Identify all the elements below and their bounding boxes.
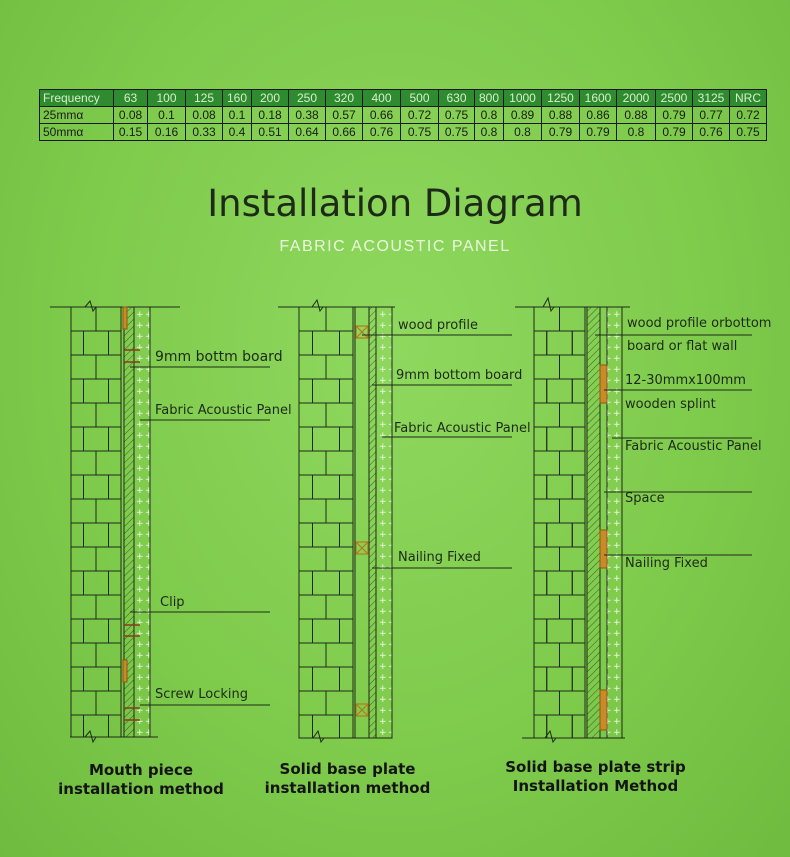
brick — [96, 355, 121, 379]
table-header-cell: 160 — [223, 90, 252, 107]
label-wooden-splint: wooden splint — [625, 397, 716, 412]
table-cell: 0.75 — [439, 107, 475, 124]
brick — [560, 307, 586, 331]
label-acoustic-panel: Fabric Acoustic Panel — [625, 439, 762, 454]
brick — [71, 715, 84, 737]
table-cell: 0.64 — [289, 124, 326, 141]
bottom-board — [369, 307, 376, 738]
brick — [109, 379, 122, 403]
brick — [109, 523, 122, 547]
brick — [84, 667, 109, 691]
brick — [326, 451, 353, 475]
brick — [299, 619, 313, 643]
brick — [71, 427, 84, 451]
brick — [96, 691, 121, 715]
brick — [534, 499, 560, 523]
table-cell: 0.51 — [252, 124, 289, 141]
table-cell: 0.72 — [401, 107, 439, 124]
caption-line: Solid base plate — [279, 760, 416, 778]
brick — [299, 427, 313, 451]
table-header-cell: 2000 — [617, 90, 656, 107]
brick — [547, 331, 573, 355]
brick — [96, 307, 121, 331]
label-flat-wall: board or flat wall — [627, 339, 738, 354]
table-cell: 0.16 — [148, 124, 186, 141]
table-cell: 25mmα — [40, 107, 114, 124]
brick — [299, 379, 313, 403]
brick — [340, 475, 354, 499]
caption-line: Installation Method — [512, 777, 679, 795]
page-title: Installation Diagram — [207, 182, 583, 225]
brick — [534, 547, 560, 571]
table-cell: 0.8 — [475, 124, 504, 141]
brick — [340, 427, 354, 451]
table-cell: 0.08 — [114, 107, 148, 124]
brick — [71, 547, 96, 571]
brick — [299, 499, 326, 523]
table-cell: 0.38 — [289, 107, 326, 124]
brick — [560, 451, 586, 475]
brick — [84, 571, 109, 595]
brick — [299, 691, 326, 715]
brick — [534, 643, 560, 667]
brick — [326, 691, 353, 715]
brick — [71, 571, 84, 595]
brick — [299, 595, 326, 619]
table-cell: 0.8 — [475, 107, 504, 124]
brick — [109, 667, 122, 691]
brick — [534, 355, 560, 379]
brick — [71, 403, 96, 427]
table-cell: 0.75 — [730, 124, 767, 141]
brick — [299, 715, 313, 738]
brick — [572, 379, 585, 403]
label-wood-profile: wood profile — [398, 318, 478, 333]
brick — [109, 427, 122, 451]
diagram-solid-base-plate — [278, 300, 512, 742]
table-cell: 0.76 — [693, 124, 730, 141]
brick — [299, 523, 313, 547]
table-cell: 0.1 — [223, 107, 252, 124]
brick — [572, 475, 585, 499]
brick — [313, 523, 340, 547]
brick — [534, 331, 547, 355]
brick — [71, 595, 96, 619]
table-header-cell: 1000 — [504, 90, 542, 107]
brick — [326, 499, 353, 523]
brick-wall — [299, 307, 353, 738]
brick — [299, 475, 313, 499]
brick — [299, 547, 326, 571]
brick — [71, 451, 96, 475]
diagram-base-plate-strip — [515, 298, 752, 742]
brick — [84, 523, 109, 547]
brick — [547, 379, 573, 403]
brick — [340, 667, 354, 691]
brick — [572, 427, 585, 451]
brick — [96, 595, 121, 619]
brick — [547, 619, 573, 643]
brick — [299, 571, 313, 595]
table-cell: 0.77 — [693, 107, 730, 124]
brick — [534, 691, 560, 715]
label-screw-locking: Screw Locking — [155, 687, 248, 702]
brick — [71, 379, 84, 403]
brick — [109, 619, 122, 643]
table-cell: 0.79 — [580, 124, 617, 141]
brick — [84, 619, 109, 643]
brick — [84, 379, 109, 403]
label-acoustic-panel: Fabric Acoustic Panel — [394, 421, 531, 436]
table-header-cell: 1250 — [542, 90, 580, 107]
brick — [96, 499, 121, 523]
wooden-splint — [600, 690, 607, 730]
brick — [299, 331, 313, 355]
table-cell: 0.15 — [114, 124, 148, 141]
table-header-cell: 2500 — [656, 90, 693, 107]
brick — [299, 451, 326, 475]
brick — [313, 715, 340, 738]
brick — [534, 307, 560, 331]
brick — [560, 595, 586, 619]
brick — [299, 307, 326, 331]
brick — [326, 403, 353, 427]
brick — [547, 475, 573, 499]
table-header-cell: 1600 — [580, 90, 617, 107]
brick-wall — [71, 307, 121, 737]
page-subtitle: FABRIC ACOUSTIC PANEL — [279, 238, 511, 255]
brick — [71, 307, 96, 331]
brick — [299, 667, 313, 691]
caption-diagram-2 — [250, 760, 445, 798]
brick — [340, 571, 354, 595]
brick — [84, 427, 109, 451]
acoustic-panel — [376, 307, 392, 738]
label-wood-profile: wood profile orbottom — [627, 316, 772, 331]
label-space: Space — [625, 491, 665, 506]
brick — [560, 499, 586, 523]
table-header-cell: 250 — [289, 90, 326, 107]
brick — [109, 715, 122, 737]
brick — [71, 619, 84, 643]
table-header-cell: 800 — [475, 90, 504, 107]
caption-diagram-1 — [46, 761, 236, 799]
brick — [560, 403, 586, 427]
label-splint-size: 12-30mmx100mm — [625, 373, 746, 388]
label-nailing-fixed: Nailing Fixed — [625, 556, 708, 571]
brick — [547, 667, 573, 691]
caption-line: installation method — [264, 779, 431, 797]
label-clip: Clip — [160, 595, 185, 610]
brick — [299, 643, 326, 667]
brick-wall — [534, 307, 585, 738]
brick — [96, 547, 121, 571]
brick — [340, 379, 354, 403]
brick — [547, 571, 573, 595]
table-cell: 0.8 — [504, 124, 542, 141]
brick — [560, 355, 586, 379]
brick — [534, 571, 547, 595]
table-cell: 0.89 — [504, 107, 542, 124]
brick — [84, 331, 109, 355]
brick — [109, 475, 122, 499]
table-cell: 0.8 — [617, 124, 656, 141]
brick — [340, 715, 354, 738]
brick — [313, 619, 340, 643]
brick — [534, 379, 547, 403]
brick — [96, 451, 121, 475]
brick — [299, 355, 326, 379]
brick — [560, 643, 586, 667]
label-nailing-fixed: Nailing Fixed — [398, 550, 481, 565]
brick — [84, 475, 109, 499]
brick — [313, 571, 340, 595]
table-header-cell: 3125 — [693, 90, 730, 107]
table-header-cell: 320 — [326, 90, 363, 107]
brick — [71, 499, 96, 523]
brick — [96, 403, 121, 427]
label-bottom-board: 9mm bottm board — [155, 349, 283, 365]
bottom-board — [587, 307, 600, 738]
table-cell: 0.1 — [148, 107, 186, 124]
table-cell: 0.72 — [730, 107, 767, 124]
brick — [560, 547, 586, 571]
brick — [534, 451, 560, 475]
brick — [326, 643, 353, 667]
label-bottom-board: 9mm bottom board — [396, 368, 523, 383]
table-cell: 0.75 — [439, 124, 475, 141]
acoustic-panel — [134, 307, 150, 737]
brick — [71, 523, 84, 547]
brick — [71, 667, 84, 691]
brick — [326, 307, 353, 331]
brick — [109, 331, 122, 355]
table-cell: 0.79 — [656, 107, 693, 124]
wooden-splint — [600, 530, 607, 568]
brick — [340, 523, 354, 547]
table-cell: 0.79 — [656, 124, 693, 141]
table-header-cell: 400 — [363, 90, 401, 107]
table-cell: 0.86 — [580, 107, 617, 124]
brick — [313, 379, 340, 403]
wood-blocks — [356, 326, 368, 716]
brick — [96, 643, 121, 667]
table-cell: 0.57 — [326, 107, 363, 124]
caption-line: Solid base plate strip — [505, 758, 686, 776]
label-acoustic-panel: Fabric Acoustic Panel — [155, 403, 292, 418]
brick — [534, 475, 547, 499]
wood-profile — [355, 307, 369, 738]
table-cell: 0.88 — [617, 107, 656, 124]
brick — [109, 571, 122, 595]
brick — [326, 547, 353, 571]
table-header-cell: 125 — [186, 90, 223, 107]
brick — [534, 427, 547, 451]
table-cell: 0.18 — [252, 107, 289, 124]
acoustic-panel — [607, 307, 622, 738]
table-cell: 0.4 — [223, 124, 252, 141]
brick — [534, 595, 560, 619]
table-header-cell: NRC — [730, 90, 767, 107]
brick — [71, 355, 96, 379]
brick — [572, 331, 585, 355]
brick — [572, 667, 585, 691]
table-cell: 0.79 — [542, 124, 580, 141]
table-cell: 0.76 — [363, 124, 401, 141]
brick — [299, 403, 326, 427]
table-header-cell: 630 — [439, 90, 475, 107]
brick — [547, 427, 573, 451]
brick — [534, 667, 547, 691]
table-header-cell: 100 — [148, 90, 186, 107]
brick — [71, 643, 96, 667]
brick — [71, 331, 84, 355]
brick — [547, 523, 573, 547]
brick — [340, 619, 354, 643]
table-header-cell: Frequency — [40, 90, 114, 107]
wooden-splint — [600, 365, 607, 403]
brick — [534, 715, 547, 738]
brick — [572, 523, 585, 547]
table-cell: 0.88 — [542, 107, 580, 124]
brick — [340, 331, 354, 355]
caption-line: Mouth piece — [88, 761, 194, 779]
diagram-mouth-piece — [50, 301, 270, 742]
brick — [313, 331, 340, 355]
caption-line: installation method — [58, 780, 224, 798]
table-cell: 0.33 — [186, 124, 223, 141]
brick — [71, 691, 96, 715]
brick — [313, 475, 340, 499]
table-cell: 0.75 — [401, 124, 439, 141]
brick — [572, 715, 585, 738]
clip-top — [123, 307, 127, 329]
brick — [572, 571, 585, 595]
brick — [326, 355, 353, 379]
table-cell: 50mmα — [40, 124, 114, 141]
table-cell: 0.66 — [326, 124, 363, 141]
brick — [71, 475, 84, 499]
clip-bottom — [123, 660, 127, 682]
caption-diagram-3 — [493, 758, 698, 796]
table-cell: 0.08 — [186, 107, 223, 124]
table-header-cell: 200 — [252, 90, 289, 107]
brick — [534, 403, 560, 427]
brick — [534, 523, 547, 547]
top-break-line — [50, 301, 180, 311]
table-header-cell: 63 — [114, 90, 148, 107]
brick — [326, 595, 353, 619]
brick — [313, 667, 340, 691]
table-cell: 0.66 — [363, 107, 401, 124]
brick — [534, 619, 547, 643]
brick — [572, 619, 585, 643]
table-header-cell: 500 — [401, 90, 439, 107]
brick — [313, 427, 340, 451]
brick — [560, 691, 586, 715]
